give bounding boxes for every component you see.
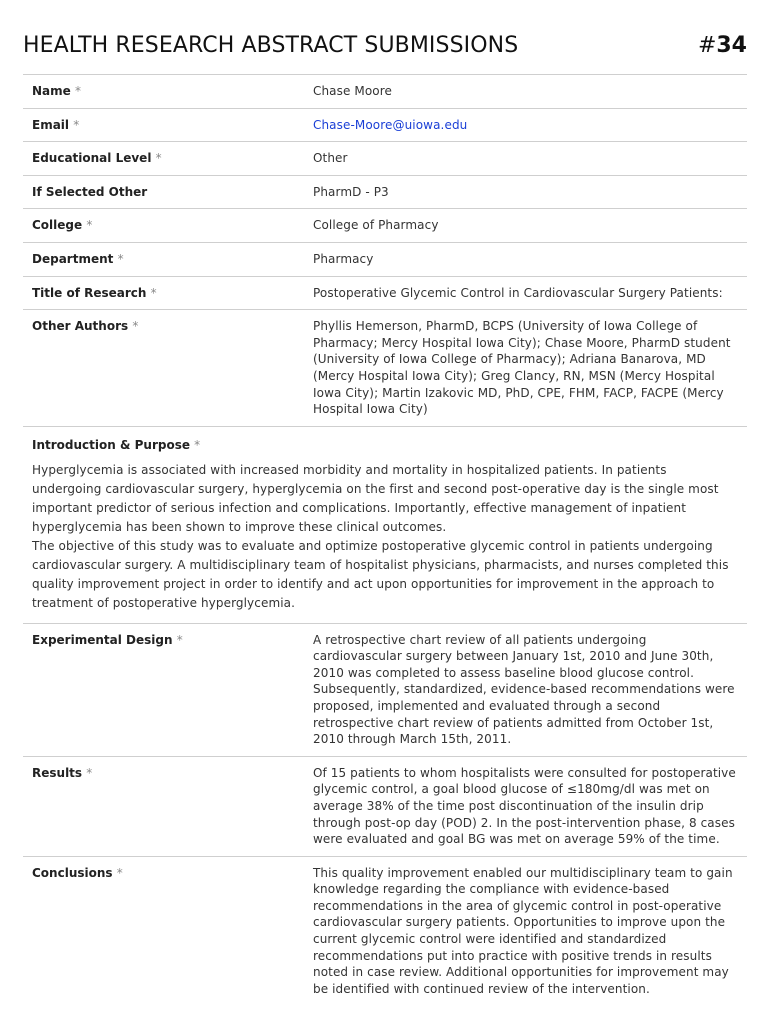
field-label xyxy=(32,437,738,454)
field-label-text: Department xyxy=(32,251,114,266)
field-row-results xyxy=(23,757,747,857)
required-marker: * xyxy=(150,285,157,300)
page-header xyxy=(23,0,747,75)
field-label xyxy=(32,765,313,848)
email-link[interactable]: Chase-Moore@uiowa.edu xyxy=(313,117,468,132)
field-row-department xyxy=(23,243,747,277)
required-marker: * xyxy=(74,84,81,98)
field-row-name xyxy=(23,75,747,109)
field-label xyxy=(32,318,313,418)
entry-number-value: 34 xyxy=(716,33,747,58)
field-value-conclusions: This quality improvement enabled our multidisciplinary team to gain knowledge regarding the compliance with evidence-based recommendations in the area of glycemic control in post-operative cardiovascular surgery patients. Opportunities to improve upon the current glycemic control were identified and standardized recommendations put into practice with positive trends in results noted in case review. Additional opportunities for improvement may be identified with continued review of the intervention. xyxy=(313,865,733,996)
field-value-experimental-design: A retrospective chart review of all patients undergoing cardiovascular surgery between January 1st, 2010 and June 30th, 2010 was completed to assess baseline blood glucose control. Subsequently, standardized, evidence-based recommendations were proposed, implemented and evaluated through a second retrospective chart review of patients admitted from October 1st, 2010 through March 15th, 2011. xyxy=(313,632,735,747)
field-row-college xyxy=(23,209,747,243)
field-label xyxy=(32,184,313,201)
field-label xyxy=(32,217,313,234)
field-row-introduction xyxy=(23,427,747,624)
field-value-college: College of Pharmacy xyxy=(313,218,439,233)
field-value-title-of-research: Postoperative Glycemic Control in Cardiovascular Surgery Patients: xyxy=(313,285,723,300)
field-label-text: Email xyxy=(32,117,70,132)
entry-number-prefix: # xyxy=(697,33,717,58)
field-row-educational-level xyxy=(23,142,747,176)
required-marker: * xyxy=(116,865,123,880)
field-value-introduction xyxy=(32,461,738,612)
field-row-experimental-design xyxy=(23,624,747,757)
required-marker: * xyxy=(132,319,139,334)
field-row-title-of-research xyxy=(23,277,747,311)
field-value-department: Pharmacy xyxy=(313,251,374,266)
field-value-name: Chase Moore xyxy=(313,84,392,98)
required-marker: * xyxy=(176,632,183,647)
field-label-text: Educational Level xyxy=(32,151,152,166)
field-label xyxy=(32,865,313,998)
field-label-text: Experimental Design xyxy=(32,632,173,647)
field-label-text: Title of Research xyxy=(32,285,147,300)
field-value-if-selected-other: PharmD - P3 xyxy=(313,184,389,199)
required-marker: * xyxy=(117,251,124,266)
field-label-text: Introduction & Purpose xyxy=(32,437,190,452)
field-label xyxy=(32,150,313,167)
required-marker: * xyxy=(194,437,201,452)
entry-number xyxy=(698,33,747,58)
required-marker: * xyxy=(86,765,93,780)
required-marker: * xyxy=(155,151,162,166)
required-marker: * xyxy=(73,117,80,132)
field-row-if-selected-other xyxy=(23,176,747,210)
field-value-email xyxy=(313,117,738,134)
field-value-results: Of 15 patients to whom hospitalists were consulted for postoperative glycemic control, a goal blood glucose of ≤180mg/dl was met on average 38% of the time post discontinuation of the insulin drip through post-op day (POD) 2. In the post-intervention phase, 8 cases were evaluated and goal BG was met on average 59% of the time. xyxy=(313,765,736,847)
field-label xyxy=(32,83,313,100)
field-row-email xyxy=(23,109,747,143)
introduction-paragraph-2: The objective of this study was to evaluate and optimize postoperative glycemic control in patients undergoing cardiovascular surgery. A multidisciplinary team of hospitalist physicians, pharmacists, and nurses completed this quality improvement project in order to identify and act upon opportunities for improvement in the approach to treatment of postoperative hyperglycemia. xyxy=(32,538,729,610)
field-label xyxy=(32,251,313,268)
field-label-text: College xyxy=(32,218,83,233)
field-label xyxy=(32,632,313,748)
field-label-text: If Selected Other xyxy=(32,184,148,199)
field-row-other-authors xyxy=(23,310,747,427)
field-label-text: Name xyxy=(32,84,71,98)
introduction-paragraph-1: Hyperglycemia is associated with increased morbidity and mortality in hospitalized patients. In patients undergoing cardiovascular surgery, hyperglycemia on the first and second post-operative day is the single most important predictor of serious infection and complications. Importantly, effective management of inpatient hyperglycemia has been shown to improve these clinical outcomes. xyxy=(32,463,719,535)
field-value-educational-level: Other xyxy=(313,151,348,166)
field-label xyxy=(32,117,313,134)
field-label xyxy=(32,285,313,302)
field-label-text: Results xyxy=(32,765,83,780)
field-value-other-authors: Phyllis Hemerson, PharmD, BCPS (University of Iowa College of Pharmacy; Mercy Hospital Iowa City); Chase Moore, PharmD student (University of Iowa College of Pharmacy); Adriana Banarova, MD (Mercy Hospital Iowa City); Greg Clancy, RN, MSN (Mercy Hospital Iowa City); Martin Izakovic MD, PhD, CPE, FHM, FACP, FACPE (Mercy Hospital Iowa City) xyxy=(313,319,731,417)
field-label-text: Other Authors xyxy=(32,319,129,334)
field-row-conclusions xyxy=(23,857,747,1006)
field-label-text: Conclusions xyxy=(32,865,113,880)
required-marker: * xyxy=(86,218,93,233)
page-title: HEALTH RESEARCH ABSTRACT SUBMISSIONS xyxy=(23,33,519,58)
